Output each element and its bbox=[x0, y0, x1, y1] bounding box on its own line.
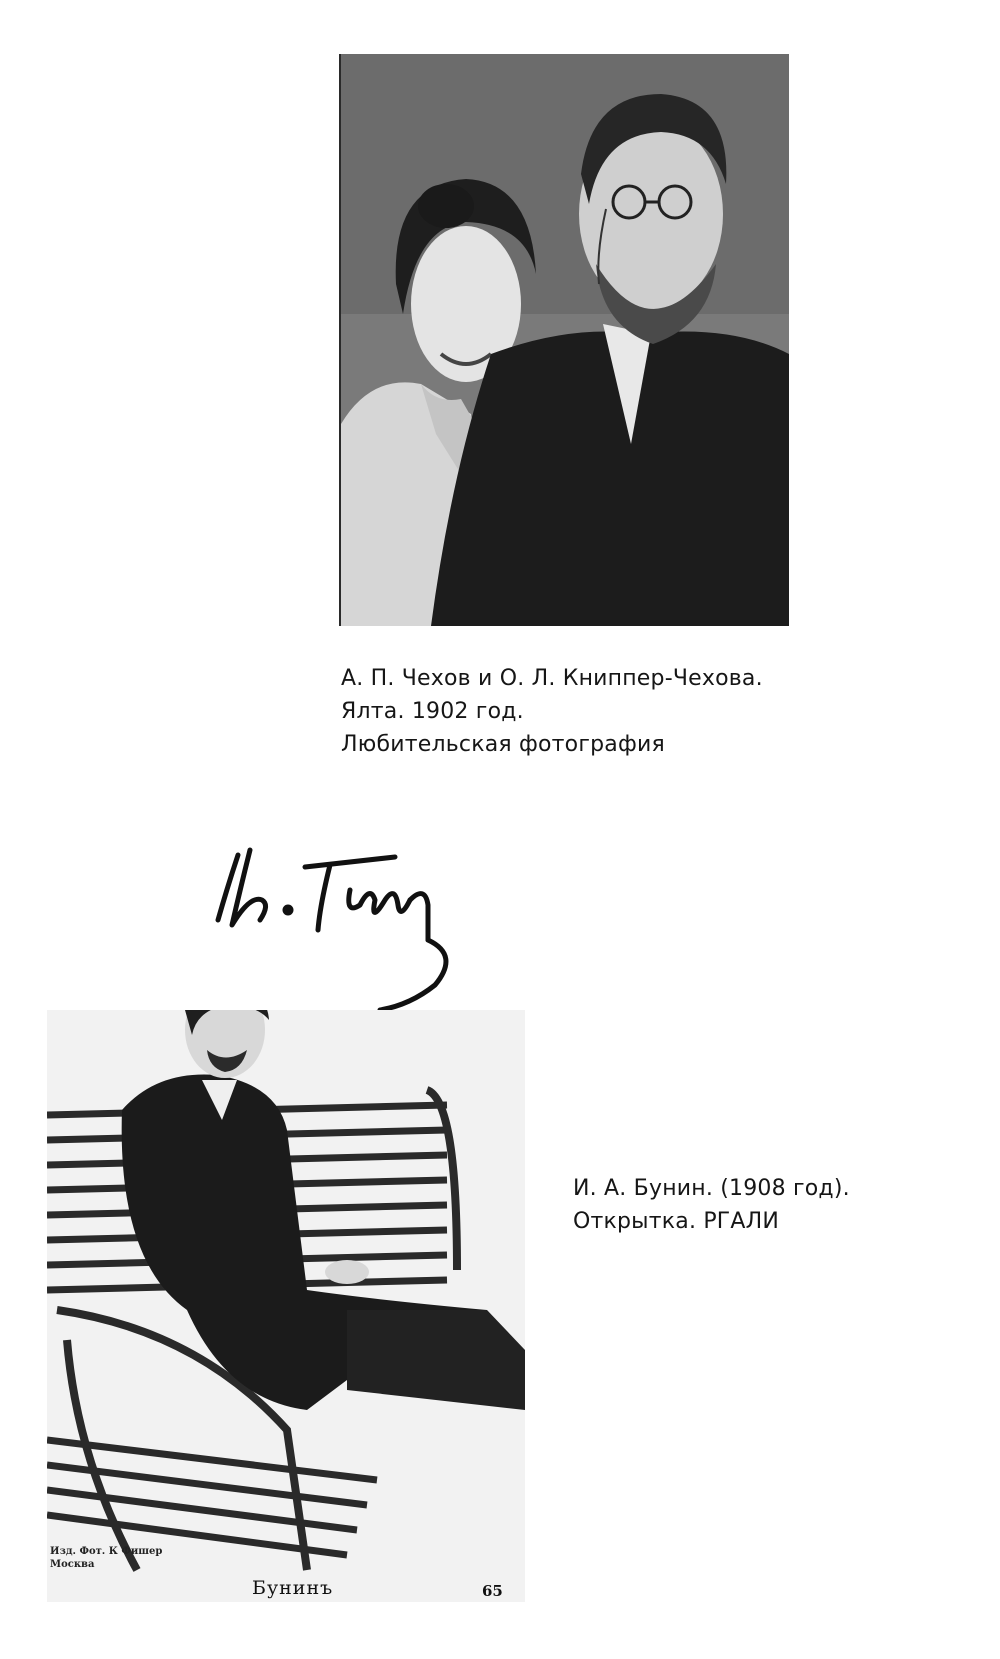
postcard-publisher bbox=[50, 1545, 162, 1571]
caption-bunin bbox=[573, 1172, 850, 1238]
postcard-number: 65 bbox=[482, 1582, 503, 1600]
caption-line: Любительская фотография bbox=[341, 732, 665, 757]
photo-chekhov-knipper-image bbox=[341, 54, 789, 626]
postcard-publisher-line: Москва bbox=[50, 1559, 95, 1570]
postcard-publisher-line: Изд. Фот. К Фишер bbox=[50, 1546, 163, 1557]
photo-chekhov-knipper bbox=[339, 54, 789, 626]
photo-bunin-image bbox=[47, 1010, 525, 1602]
bunin-signature bbox=[210, 845, 475, 1020]
caption-line: И. А. Бунин. (1908 год). bbox=[573, 1176, 850, 1201]
photo-bunin bbox=[47, 1010, 525, 1602]
caption-chekhov-knipper bbox=[341, 662, 763, 761]
caption-line: Ялта. 1902 год. bbox=[341, 699, 524, 724]
postcard-name: Бунинъ bbox=[252, 1577, 334, 1599]
caption-line: Открытка. РГАЛИ bbox=[573, 1209, 780, 1234]
caption-line: А. П. Чехов и О. Л. Книппер-Чехова. bbox=[341, 666, 763, 691]
